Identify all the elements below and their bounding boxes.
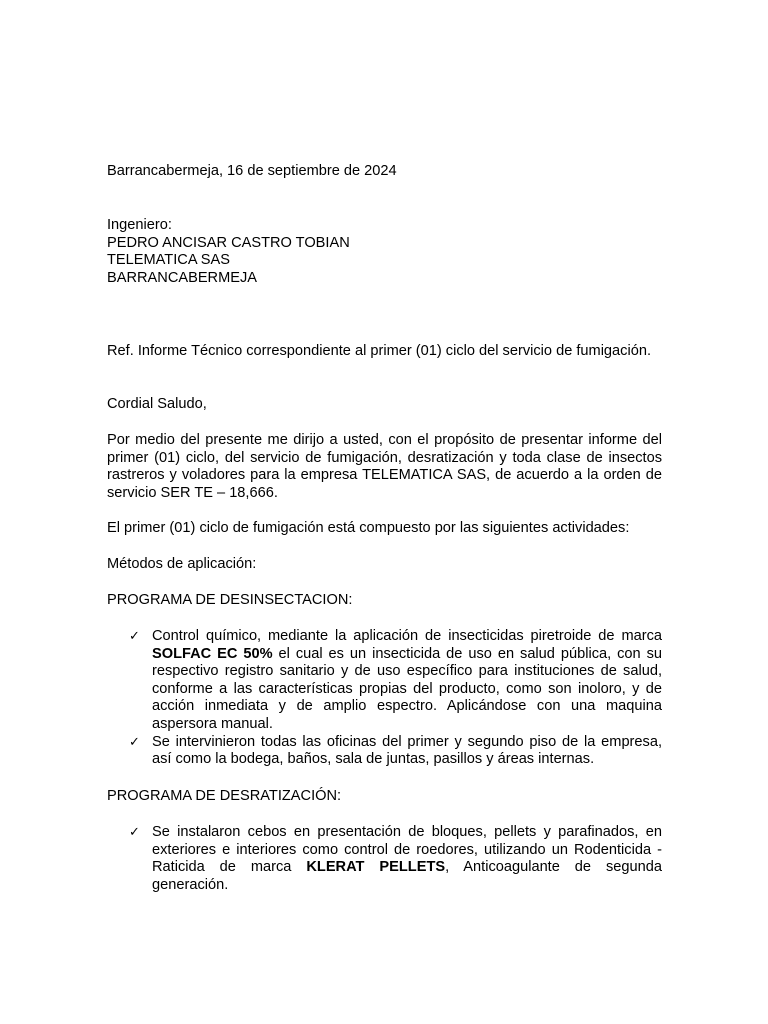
item-text: el cual es un insecticida de uso en salud pública, con su respectivo registro sanitario y de uso específico para instituciones de salud, conforme a las características propias del producto, como son inoloro, y de acción inmediata y de amplio espectro. Aplicándose con una maquina aspersora manual. xyxy=(152,645,663,732)
desratizacion-list xyxy=(107,824,662,894)
checkmark-icon: ✓ xyxy=(129,734,140,750)
item-text: Se instalaron cebos en presentación de bloques, pellets y parafinados, en exteriores e interiores como control de roedores, utilizando un Rodenticida - Raticida de marca xyxy=(152,824,662,876)
item-text: Se intervinieron todas las oficinas del primer y segundo piso de la empresa, así como la bodega, baños, sala de juntas, pasillos y áreas internas. xyxy=(152,733,662,768)
list-item xyxy=(107,824,662,894)
recipient-block xyxy=(107,217,662,287)
recipient-company: TELEMATICA SAS xyxy=(107,252,230,269)
desinsectacion-heading: PROGRAMA DE DESINSECTACION: xyxy=(107,592,353,608)
reference-line: Ref. Informe Técnico correspondiente al primer (01) ciclo del servicio de fumigación. xyxy=(107,343,651,359)
recipient-name: PEDRO ANCISAR CASTRO TOBIAN xyxy=(107,234,350,251)
checkmark-icon: ✓ xyxy=(129,629,140,644)
greeting: Cordial Saludo, xyxy=(107,396,207,412)
desratizacion-heading: PROGRAMA DE DESRATIZACIÓN: xyxy=(107,788,342,804)
item-text: , Anticoagulante de segunda generación. xyxy=(152,859,662,893)
recipient-city: BARRANCABERMEJA xyxy=(107,269,258,286)
checkmark-icon: ✓ xyxy=(129,825,140,840)
recipient-title: Ingeniero: xyxy=(107,217,172,233)
product-name: KLERAT PELLETS xyxy=(306,859,446,876)
list-item xyxy=(107,734,662,769)
desinsectacion-list xyxy=(107,628,662,769)
activities-intro: El primer (01) ciclo de fumigación está compuesto por las siguientes actividades: xyxy=(107,520,630,536)
list-item xyxy=(107,628,662,734)
item-text: Control químico, mediante la aplicación de insecticidas piretroide de marca xyxy=(152,628,662,644)
product-name: SOLFAC EC 50% xyxy=(152,645,273,662)
date-line: Barrancabermeja, 16 de septiembre de 2024 xyxy=(107,163,397,179)
methods-heading: Métodos de aplicación: xyxy=(107,556,257,572)
intro-paragraph: Por medio del presente me dirijo a usted, con el propósito de presentar informe del primer (01) ciclo, del servicio de fumigación, desratización y toda clase de insectos rastreros y voladores para la empresa TELEMATICA SAS, de acuerdo a la orden de servicio SER TE – 18,666. xyxy=(107,432,662,501)
